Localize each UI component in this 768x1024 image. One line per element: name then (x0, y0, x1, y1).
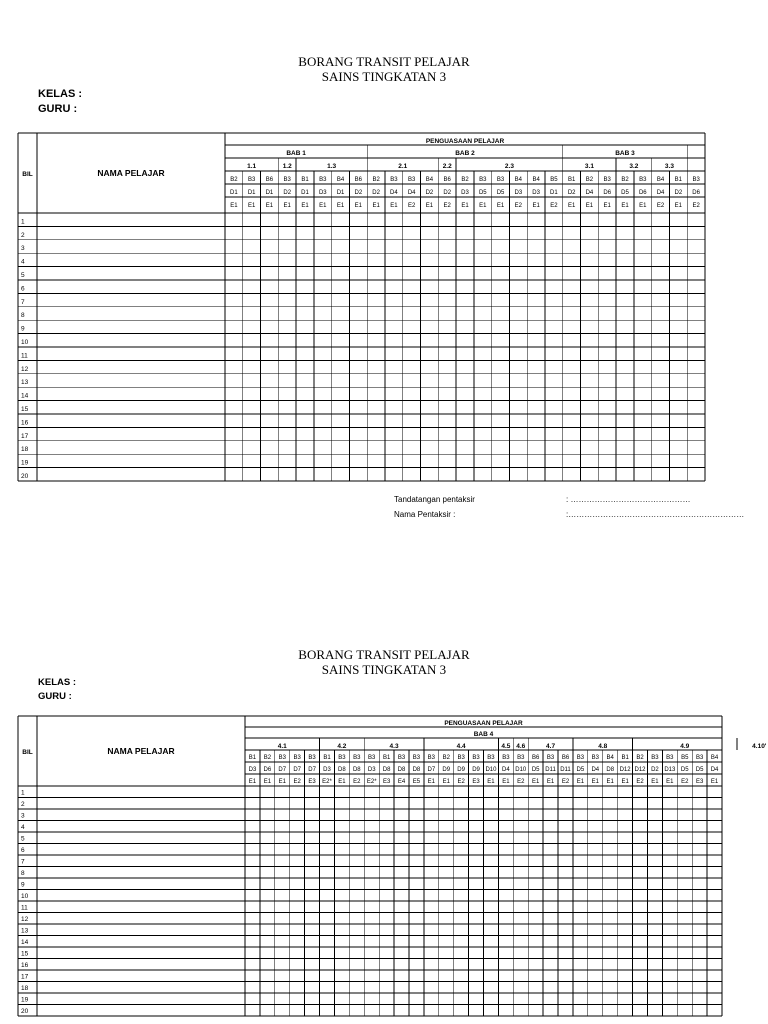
mastery-code-e: E1 (442, 779, 450, 785)
row-number: 18 (21, 985, 29, 992)
mastery-code-e: E2 (514, 203, 523, 209)
mastery-code-e: E3 (472, 779, 480, 785)
mastery-code-b: B1 (621, 755, 629, 761)
mastery-code-e: E3 (308, 779, 316, 785)
form1-assessor-name-label: Nama Pentaksir : (394, 510, 456, 519)
mastery-code-e: E1 (479, 203, 487, 209)
mastery-code-d: D2 (425, 190, 434, 196)
mastery-code-e: E1 (301, 203, 309, 209)
mastery-code-e: E1 (532, 779, 540, 785)
form1-signature-line[interactable]: : ……………………………………… (566, 495, 691, 504)
mastery-code-d: D4 (407, 190, 416, 196)
mastery-code-b: B6 (265, 177, 274, 183)
mastery-code-b: B6 (354, 177, 363, 183)
mastery-code-d: D7 (427, 767, 436, 773)
mastery-code-b: B3 (695, 755, 704, 761)
mastery-code-b: B3 (278, 755, 286, 761)
mastery-code-d: D7 (308, 767, 316, 773)
mastery-code-b: B3 (666, 755, 674, 761)
mastery-code-b: B2 (230, 177, 238, 183)
mastery-code-b: B3 (353, 755, 361, 761)
mastery-code-e: E5 (412, 779, 421, 785)
mastery-code-b: B1 (248, 755, 257, 761)
subtopic-label: 3.2 (629, 163, 639, 170)
mastery-code-b: B3 (502, 755, 510, 761)
penguasaan-header: PENGUASAAN PELAJAR (444, 720, 523, 727)
mastery-code-e: E2 (443, 203, 451, 209)
mastery-code-b: B2 (263, 755, 272, 761)
row-number: 8 (21, 312, 25, 320)
mastery-code-d: D2 (283, 190, 292, 196)
mastery-code-d: D8 (412, 767, 421, 773)
mastery-code-d: D3 (461, 190, 469, 196)
mastery-code-e: E2 (353, 779, 361, 785)
mastery-code-e: E1 (576, 779, 585, 785)
mastery-code-b: B4 (425, 177, 434, 183)
mastery-code-b: B1 (323, 755, 331, 761)
row-number: 6 (21, 847, 25, 854)
mastery-code-b: B3 (479, 177, 487, 183)
mastery-code-b: B4 (710, 755, 719, 761)
mastery-code-b: B3 (247, 177, 256, 183)
mastery-code-e: E3 (382, 779, 391, 785)
mastery-code-e: E1 (278, 779, 286, 785)
row-number: 20 (21, 473, 29, 480)
mastery-code-e: E1 (532, 203, 540, 209)
mastery-code-d: D5 (576, 767, 585, 773)
mastery-code-b: B1 (382, 755, 391, 761)
mastery-code-d: D3 (532, 190, 540, 196)
mastery-code-b: B5 (550, 177, 558, 183)
form1-guru-label: GURU : (38, 103, 78, 115)
subtopic-label: 4.10' (752, 743, 767, 750)
mastery-code-b: B6 (443, 177, 451, 183)
mastery-code-d: D10 (485, 767, 497, 773)
mastery-code-e: E1 (319, 203, 327, 209)
mastery-code-d: D8 (352, 767, 361, 773)
subtopic-label: 4.3 (389, 743, 399, 750)
mastery-code-b: B4 (606, 755, 614, 761)
mastery-code-d: D2 (674, 190, 683, 196)
row-number: 4 (21, 258, 25, 266)
mastery-code-b: B1 (301, 177, 309, 183)
row-number: 17 (21, 432, 29, 440)
form2-title-line2: SAINS TINGKATAN 3 (321, 662, 447, 677)
mastery-code-e: E1 (427, 779, 435, 785)
subtopic-label: 4.5 (501, 743, 511, 750)
mastery-code-b: B3 (390, 177, 398, 183)
mastery-code-d: D2 (443, 190, 452, 196)
mastery-code-d: D9 (457, 767, 465, 773)
subtopic-label: 2.2 (442, 163, 452, 170)
mastery-code-b: B3 (517, 755, 525, 761)
row-number: 8 (21, 870, 25, 877)
mastery-code-b: B3 (412, 755, 421, 761)
mastery-code-d: D11 (545, 767, 556, 773)
mastery-code-d: D3 (318, 190, 327, 196)
mastery-code-d: D1 (550, 190, 558, 196)
mastery-code-b: B4 (336, 177, 345, 183)
mastery-code-d: D8 (397, 767, 406, 773)
row-number: 16 (21, 962, 29, 969)
mastery-code-e: E1 (390, 203, 398, 209)
mastery-code-d: D2 (651, 767, 659, 773)
mastery-code-e: E2 (293, 779, 301, 785)
mastery-code-b: B3 (487, 755, 495, 761)
row-number: 15 (21, 406, 29, 413)
mastery-code-e: E2 (692, 203, 700, 209)
mastery-code-b: B4 (514, 177, 523, 183)
form2-title-line1: BORANG TRANSIT PELAJAR (298, 647, 470, 662)
subtopic-label: 1.2 (282, 163, 292, 170)
row-number: 10 (21, 893, 29, 900)
mastery-code-b: B3 (472, 755, 480, 761)
mastery-code-e: E1 (546, 779, 555, 785)
mastery-code-b: B4 (532, 177, 540, 183)
mastery-code-b: B2 (442, 755, 450, 761)
mastery-code-d: D9 (472, 767, 480, 773)
row-number: 6 (21, 285, 25, 293)
mastery-code-e: E1 (496, 203, 505, 209)
mastery-code-d: D5 (695, 767, 704, 773)
row-number: 11 (21, 904, 28, 912)
row-number: 9 (21, 881, 25, 889)
mastery-code-d: D12 (619, 767, 631, 773)
mastery-code-e: E1 (338, 779, 346, 785)
mastery-code-d: D4 (390, 190, 398, 196)
mastery-code-b: B3 (293, 755, 301, 761)
row-number: 14 (21, 939, 29, 946)
mastery-code-e: E2 (636, 779, 644, 785)
mastery-code-d: D5 (621, 190, 629, 196)
mastery-code-b: B3 (576, 755, 585, 761)
mastery-code-e: E2* (366, 779, 377, 785)
mastery-code-d: D3 (323, 767, 331, 773)
mastery-code-d: D1 (247, 190, 256, 196)
row-number: 3 (21, 245, 25, 253)
mastery-code-e: E2 (550, 203, 558, 209)
mastery-code-d: D10 (515, 767, 527, 773)
mastery-code-e: E1 (674, 203, 683, 209)
row-number: 1 (21, 789, 25, 797)
mastery-code-d: D5 (680, 767, 689, 773)
mastery-code-e: E2 (561, 779, 570, 785)
form2-guru-label: GURU : (38, 691, 72, 702)
mastery-code-e: E4 (397, 779, 406, 785)
mastery-code-d: D3 (248, 767, 257, 773)
mastery-code-e: E2 (517, 779, 525, 785)
mastery-code-d: D4 (585, 190, 594, 196)
mastery-code-d: D2 (567, 190, 576, 196)
subtopic-label: 4.2 (337, 743, 347, 750)
subtopic-label: 4.6 (516, 743, 526, 750)
mastery-code-e: E1 (639, 203, 647, 209)
mastery-code-d: D4 (656, 190, 665, 196)
row-number: 7 (21, 298, 25, 306)
mastery-code-b: B3 (338, 755, 346, 761)
mastery-code-b: B3 (427, 755, 435, 761)
row-number: 4 (21, 824, 25, 831)
mastery-code-e: E1 (283, 203, 291, 209)
chapter-label: BAB 1 (286, 150, 306, 157)
mastery-code-e: E1 (425, 203, 434, 209)
mastery-code-e: E1 (606, 779, 614, 785)
row-number: 19 (21, 996, 29, 1004)
mastery-code-e: E1 (567, 203, 576, 209)
subtopic-label: 2.3 (504, 163, 514, 170)
mastery-code-e: E2 (681, 779, 689, 785)
mastery-code-b: B1 (674, 177, 683, 183)
row-number: 3 (21, 812, 25, 820)
row-number: 2 (21, 801, 25, 808)
chapter-label: BAB 2 (455, 150, 475, 157)
form1-signature-label: Tandatangan pentaksir (394, 495, 475, 504)
mastery-code-b: B6 (532, 755, 540, 761)
subtopic-label: 4.7 (546, 743, 556, 750)
mastery-code-e: E1 (336, 203, 345, 209)
mastery-code-b: B3 (319, 177, 327, 183)
bil-header: BIL (22, 749, 33, 756)
mastery-code-d: D13 (664, 767, 676, 773)
subtopic-label: 4.1 (277, 743, 287, 750)
mastery-code-e: E1 (461, 203, 469, 209)
mastery-code-d: D6 (638, 190, 647, 196)
mastery-code-e: E1 (585, 203, 594, 209)
subtopic-label: 1.1 (247, 163, 257, 170)
mastery-code-b: B3 (546, 755, 555, 761)
mastery-code-d: D3 (514, 190, 523, 196)
mastery-code-d: D1 (336, 190, 345, 196)
mastery-code-d: D6 (692, 190, 700, 196)
form1-title-line2: SAINS TINGKATAN 3 (321, 69, 447, 84)
mastery-code-b: B2 (461, 177, 469, 183)
mastery-code-b: B3 (368, 755, 376, 761)
nama-pelajar-header: NAMA PELAJAR (97, 168, 165, 178)
mastery-code-d: D3 (367, 767, 376, 773)
mastery-code-e: E1 (666, 779, 674, 785)
row-number: 2 (21, 231, 25, 239)
form1-assessor-name-line[interactable]: :………………………………………………………… (566, 510, 745, 519)
mastery-code-b: B2 (372, 177, 380, 183)
mastery-code-e: E2* (322, 779, 332, 785)
mastery-code-e: E1 (487, 779, 495, 785)
subtopic-label: 3.1 (584, 163, 594, 170)
mastery-code-d: D12 (634, 767, 646, 773)
subtopic-label: 4.9 (680, 743, 690, 750)
mastery-code-e: E1 (651, 779, 659, 785)
mastery-code-b: B3 (591, 755, 599, 761)
row-number: 5 (21, 272, 25, 279)
subtopic-label: 1.3 (327, 163, 337, 170)
mastery-code-b: B3 (308, 755, 316, 761)
form1-kelas-label: KELAS : (38, 88, 82, 100)
mastery-code-e: E1 (354, 203, 363, 209)
mastery-code-b: B3 (639, 177, 647, 183)
row-number: 17 (21, 973, 29, 981)
row-number: 9 (21, 325, 25, 333)
bil-header: BIL (22, 171, 33, 178)
row-number: 10 (21, 339, 29, 346)
row-number: 15 (21, 950, 29, 958)
mastery-code-e: E1 (621, 203, 629, 209)
mastery-code-d: D1 (301, 190, 309, 196)
mastery-code-d: D4 (710, 767, 719, 773)
mastery-code-b: B4 (656, 177, 665, 183)
mastery-code-d: D1 (265, 190, 274, 196)
chapter-label: BAB 3 (615, 150, 635, 157)
mastery-code-e: E1 (248, 779, 257, 785)
mastery-code-e: E1 (502, 779, 510, 785)
mastery-code-b: B1 (567, 177, 576, 183)
form2-kelas-label: KELAS : (38, 677, 76, 688)
mastery-code-d: D2 (372, 190, 380, 196)
row-number: 12 (21, 916, 29, 923)
row-number: 18 (21, 446, 29, 454)
mastery-code-b: B3 (283, 177, 291, 183)
form1-title-line1: BORANG TRANSIT PELAJAR (298, 54, 470, 69)
row-number: 14 (21, 392, 29, 400)
mastery-code-d: D8 (338, 767, 346, 773)
subtopic-label: 4.8 (598, 743, 608, 750)
mastery-code-e: E2 (407, 203, 416, 209)
mastery-code-e: E1 (710, 779, 719, 785)
mastery-code-d: D4 (591, 767, 600, 773)
mastery-code-d: D6 (603, 190, 612, 196)
mastery-code-b: B6 (561, 755, 570, 761)
mastery-code-d: D5 (496, 190, 505, 196)
penguasaan-header: PENGUASAAN PELAJAR (425, 138, 505, 145)
mastery-code-e: E1 (230, 203, 238, 209)
nama-pelajar-header: NAMA PELAJAR (107, 746, 175, 756)
mastery-code-e: E1 (372, 203, 380, 209)
mastery-code-e: E3 (695, 779, 704, 785)
row-number: 13 (21, 927, 29, 935)
row-number: 16 (21, 419, 29, 427)
mastery-code-b: B3 (692, 177, 700, 183)
mastery-code-d: D11 (560, 767, 571, 773)
mastery-code-e: E1 (265, 203, 274, 209)
subtopic-label: 2.1 (398, 163, 408, 170)
mastery-code-d: D4 (502, 767, 510, 773)
mastery-code-d: D5 (478, 190, 487, 196)
mastery-code-e: E2 (457, 779, 465, 785)
mastery-code-b: B2 (621, 177, 629, 183)
row-number: 20 (21, 1008, 29, 1015)
mastery-code-b: B5 (681, 755, 689, 761)
mastery-code-b: B3 (397, 755, 406, 761)
row-number: 13 (21, 379, 29, 387)
mastery-code-e: E1 (603, 203, 611, 209)
mastery-code-d: D7 (293, 767, 302, 773)
row-number: 7 (21, 858, 25, 866)
mastery-code-d: D7 (278, 767, 287, 773)
row-number: 1 (21, 218, 25, 226)
mastery-code-e: E1 (247, 203, 256, 209)
mastery-code-b: B2 (585, 177, 594, 183)
mastery-code-b: B3 (496, 177, 505, 183)
mastery-code-b: B3 (407, 177, 416, 183)
mastery-code-b: B3 (651, 755, 659, 761)
mastery-code-d: D2 (354, 190, 363, 196)
mastery-code-d: D9 (442, 767, 451, 773)
mastery-code-d: D6 (263, 767, 272, 773)
mastery-code-e: E1 (591, 779, 599, 785)
row-number: 19 (21, 459, 29, 467)
chapter-label: BAB 4 (473, 731, 494, 738)
mastery-code-b: B2 (636, 755, 644, 761)
mastery-code-d: D8 (606, 767, 615, 773)
mastery-code-d: D8 (382, 767, 391, 773)
mastery-code-e: E2 (656, 203, 665, 209)
row-number: 11 (21, 352, 28, 360)
mastery-code-b: B3 (457, 755, 465, 761)
mastery-code-d: D1 (230, 190, 238, 196)
subtopic-label: 3.3 (664, 163, 674, 170)
row-number: 12 (21, 365, 29, 373)
mastery-code-d: D5 (531, 767, 540, 773)
mastery-code-e: E1 (621, 779, 629, 785)
mastery-code-b: B3 (603, 177, 611, 183)
subtopic-label: 4.4 (456, 743, 466, 750)
row-number: 5 (21, 835, 25, 843)
mastery-code-e: E1 (263, 779, 272, 785)
